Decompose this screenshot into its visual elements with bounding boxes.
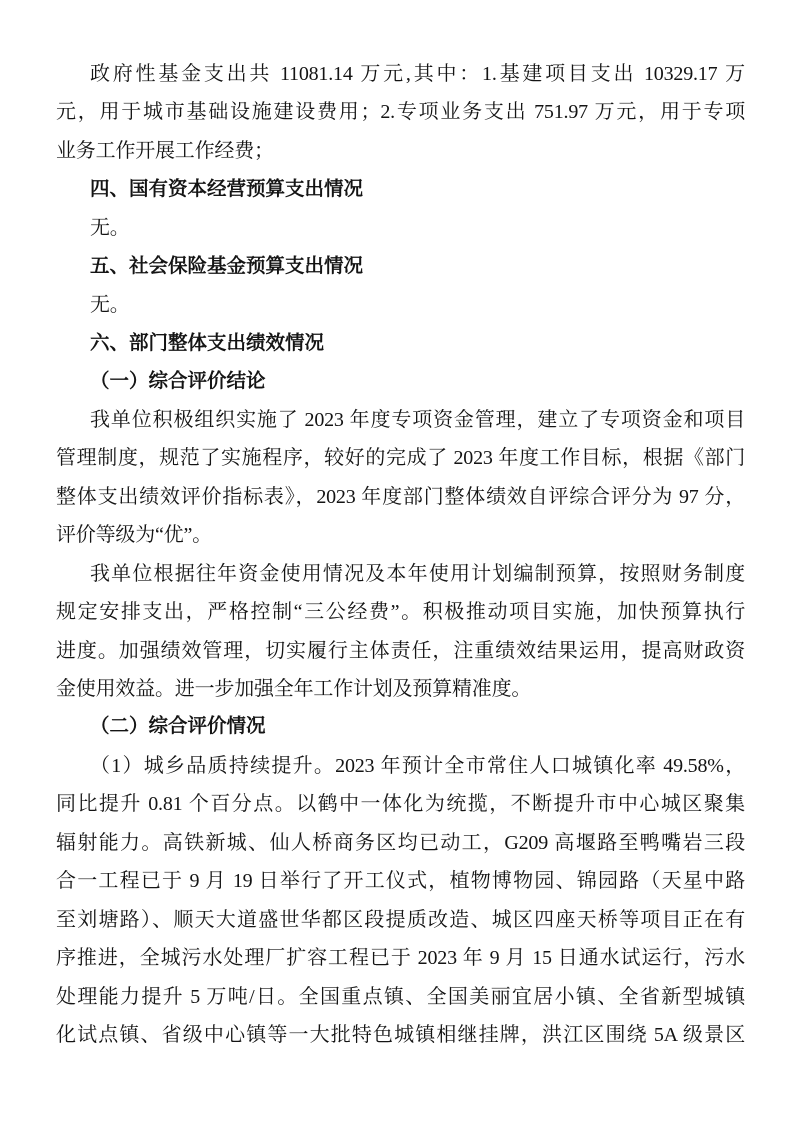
paragraph-line: 业务工作开展工作经费； bbox=[56, 139, 274, 162]
section-body-none: 无。 bbox=[90, 216, 130, 239]
paragraph-line: 整体支出绩效评价指标表》，2023 年度部门整体绩效自评综合评分为 97 分， bbox=[56, 485, 745, 508]
subsection-heading-evaluation: （二）综合评价情况 bbox=[90, 716, 266, 738]
evaluation-paragraph-1 bbox=[56, 747, 745, 1055]
section-heading-state-capital: 四、国有资本经营预算支出情况 bbox=[90, 177, 364, 201]
paragraph-line: 处理能力提升 5 万吨/日。全国重点镇、全国美丽宜居小镇、全省新型城镇 bbox=[56, 985, 745, 1008]
paragraph-line: 管理制度，规范了实施程序，较好的完成了 2023 年度工作目标，根据《部门 bbox=[56, 447, 745, 470]
paragraph-line: 进度。加强绩效管理，切实履行主体责任，注重绩效结果运用，提高财政资 bbox=[56, 639, 745, 662]
paragraph-line: 金使用效益。进一步加强全年工作计划及预算精准度。 bbox=[56, 678, 532, 700]
fund-expenditure-paragraph bbox=[56, 55, 745, 170]
paragraph-line: 合一工程已于 9 月 19 日举行了开工仪式，植物博物园、锦园路（天星中路 bbox=[56, 870, 745, 893]
subsection-heading-conclusion: （一）综合评价结论 bbox=[90, 370, 266, 392]
paragraph-line: 至刘塘路）、顺天大道盛世华都区段提质改造、城区四座天桥等项目正在有 bbox=[56, 908, 745, 931]
section-heading-performance: 六、部门整体支出绩效情况 bbox=[90, 331, 325, 355]
paragraph-line: 我单位积极组织实施了 2023 年度专项资金管理，建立了专项资金和项目 bbox=[90, 408, 745, 431]
paragraph-line: （1）城乡品质持续提升。2023 年预计全市常住人口城镇化率 49.58%， bbox=[90, 754, 745, 777]
section-heading-social-insurance: 五、社会保险基金预算支出情况 bbox=[90, 254, 364, 278]
document-body bbox=[56, 55, 745, 1054]
paragraph-line: 化试点镇、省级中心镇等一大批特色城镇相继挂牌，洪江区围绕 5A 级景区 bbox=[56, 1023, 745, 1046]
paragraph-line: 序推进，全城污水处理厂扩容工程已于 2023 年 9 月 15 日通水试运行，污水 bbox=[56, 947, 745, 970]
paragraph-line: 同比提升 0.81 个百分点。以鹤中一体化为统揽，不断提升市中心城区聚集 bbox=[56, 793, 745, 816]
conclusion-paragraph-1 bbox=[56, 401, 745, 555]
paragraph-line: 评价等级为“优”。 bbox=[56, 524, 212, 547]
conclusion-paragraph-2 bbox=[56, 555, 745, 709]
paragraph-line: 政府性基金支出共 11081.14 万元,其中：1.基建项目支出 10329.17 万 bbox=[90, 63, 745, 85]
paragraph-line: 元，用于城市基础设施建设费用；2.专项业务支出 751.97 万元，用于专项 bbox=[56, 101, 745, 124]
paragraph-line: 我单位根据往年资金使用情况及本年使用计划编制预算，按照财务制度 bbox=[90, 562, 745, 585]
section-body-none: 无。 bbox=[90, 293, 130, 316]
paragraph-line: 规定安排支出，严格控制“三公经费”。积极推动项目实施，加快预算执行 bbox=[56, 601, 745, 624]
paragraph-line: 辐射能力。高铁新城、仙人桥商务区均已动工，G209 高堰路至鸭嘴岩三段 bbox=[56, 831, 745, 854]
